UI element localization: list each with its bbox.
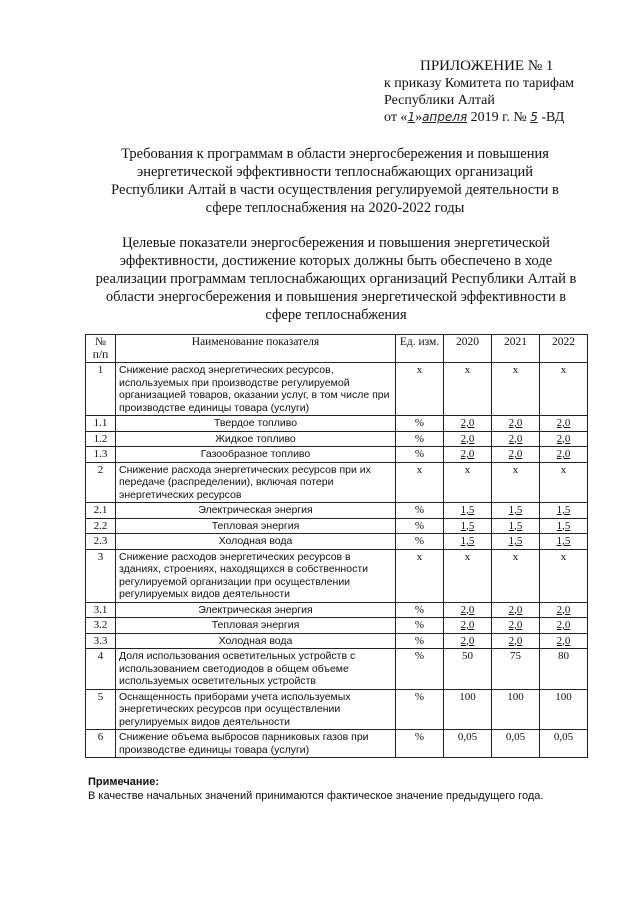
appendix-line-1: к приказу Комитета по тарифам	[384, 76, 575, 91]
row-unit: %	[396, 618, 444, 634]
row-name: Тепловая энергия	[116, 618, 396, 634]
row-name: Электрическая энергия	[116, 602, 396, 618]
row-value-2022: 2,0	[540, 633, 588, 649]
row-value-2022: х	[540, 363, 588, 416]
table-row	[86, 618, 588, 634]
row-value-2021: 1,5	[492, 518, 540, 534]
row-name: Холодная вода	[116, 534, 396, 550]
row-value-2022: 2,0	[540, 447, 588, 463]
row-value-2020: 50	[444, 649, 492, 690]
row-num: 1.1	[86, 416, 116, 432]
row-name: Снижение расход энергетических ресурсов, используемых при производстве регулируемой организацией товаров, оказании услуг, в том числе при производстве единицы товара (услуги)	[116, 363, 396, 416]
row-value-2021: 2,0	[492, 431, 540, 447]
table-row	[86, 549, 588, 602]
row-value-2021: 2,0	[492, 602, 540, 618]
header-2020: 2020	[444, 335, 492, 363]
row-value-2020: 2,0	[444, 431, 492, 447]
document-subheading: Целевые показатели энергосбережения и повышения энергетической эффективности, достижение которых должны быть обеспечено в ходе реализации программам теплоснабжающих организаций Республики Алтай в области энергосбережения и повышения энергетической эффективности в сфере теплоснабжения	[95, 235, 577, 323]
row-value-2022: 80	[540, 649, 588, 690]
note-text: В качестве начальных значений принимаются фактическое значение предыдущего года.	[88, 790, 544, 802]
header-unit: Ед. изм.	[396, 335, 444, 363]
row-name: Тепловая энергия	[116, 518, 396, 534]
row-value-2021: 2,0	[492, 447, 540, 463]
row-value-2020: 2,0	[444, 618, 492, 634]
row-value-2021: 2,0	[492, 618, 540, 634]
row-name: Газообразное топливо	[116, 447, 396, 463]
header-num: № п/п	[86, 335, 116, 363]
row-value-2022: 0,05	[540, 730, 588, 758]
row-num: 3.2	[86, 618, 116, 634]
row-value-2020: 1,5	[444, 534, 492, 550]
handwritten-month: апреля	[422, 110, 468, 124]
row-unit: %	[396, 416, 444, 432]
row-name: Снижение расхода энергетических ресурсов при их передаче (распределении), включая потери энергетических ресурсов	[116, 462, 396, 503]
date-mid: »	[415, 110, 423, 125]
row-num: 2.2	[86, 518, 116, 534]
row-value-2022: 100	[540, 689, 588, 730]
row-value-2021: 1,5	[492, 503, 540, 519]
row-unit: %	[396, 602, 444, 618]
row-unit: %	[396, 447, 444, 463]
row-value-2022: х	[540, 462, 588, 503]
row-name: Твердое топливо	[116, 416, 396, 432]
row-num: 1.2	[86, 431, 116, 447]
row-name: Холодная вода	[116, 633, 396, 649]
row-unit: х	[396, 549, 444, 602]
row-unit: %	[396, 633, 444, 649]
row-num: 2.3	[86, 534, 116, 550]
row-name: Снижение объема выбросов парниковых газов при производстве единицы товара (услуги)	[116, 730, 396, 758]
table-row	[86, 730, 588, 758]
row-value-2021: 75	[492, 649, 540, 690]
row-name: Доля использования осветительных устройств с использованием светодиодов в общем объеме используемых осветительных устройств	[116, 649, 396, 690]
table-row	[86, 633, 588, 649]
row-name: Снижение расходов энергетических ресурсов в зданиях, строениях, находящихся в собственности регулируемой организации при осуществлении регулируемых видов деятельности	[116, 549, 396, 602]
row-unit: %	[396, 649, 444, 690]
row-name: Электрическая энергия	[116, 503, 396, 519]
row-value-2022: 1,5	[540, 503, 588, 519]
table-row	[86, 363, 588, 416]
row-value-2020: 2,0	[444, 602, 492, 618]
row-unit: %	[396, 503, 444, 519]
row-num: 2.1	[86, 503, 116, 519]
header-2022: 2022	[540, 335, 588, 363]
row-value-2020: 100	[444, 689, 492, 730]
date-year: 2019 г. №	[467, 110, 531, 125]
header-2021: 2021	[492, 335, 540, 363]
row-unit: х	[396, 363, 444, 416]
note-label: Примечание:	[88, 776, 160, 788]
table-header-row	[86, 335, 588, 363]
table-row	[86, 416, 588, 432]
header-name: Наименование показателя	[116, 335, 396, 363]
row-value-2022: х	[540, 549, 588, 602]
appendix-title: ПРИЛОЖЕНИЕ № 1	[420, 58, 554, 74]
row-value-2022: 1,5	[540, 534, 588, 550]
row-num: 4	[86, 649, 116, 690]
row-value-2020: х	[444, 462, 492, 503]
row-value-2021: х	[492, 462, 540, 503]
document-heading: Требования к программам в области энергосбережения и повышения энергетической эффективности теплоснабжающих организаций Республики Алтай в части осуществления регулируемой деятельности в сфере теплоснабжения на 2020-2022 годы	[111, 146, 559, 216]
row-num: 3.3	[86, 633, 116, 649]
row-num: 3	[86, 549, 116, 602]
row-unit: %	[396, 431, 444, 447]
row-unit: %	[396, 518, 444, 534]
row-value-2020: 1,5	[444, 518, 492, 534]
row-value-2021: 2,0	[492, 633, 540, 649]
row-value-2020: 2,0	[444, 416, 492, 432]
table-row	[86, 447, 588, 463]
handwritten-number: 5	[530, 110, 538, 124]
row-num: 1.3	[86, 447, 116, 463]
table-row	[86, 689, 588, 730]
table-row	[86, 462, 588, 503]
row-value-2020: 1,5	[444, 503, 492, 519]
row-name: Оснащенность приборами учета используемых энергетических ресурсов при осуществлении регулируемых видов деятельности	[116, 689, 396, 730]
table-row	[86, 518, 588, 534]
row-value-2021: 2,0	[492, 416, 540, 432]
table-row	[86, 503, 588, 519]
row-value-2021: х	[492, 363, 540, 416]
appendix-block	[384, 58, 624, 126]
row-value-2022: 2,0	[540, 416, 588, 432]
table-row	[86, 534, 588, 550]
row-value-2022: 1,5	[540, 518, 588, 534]
row-value-2022: 2,0	[540, 618, 588, 634]
row-value-2021: 100	[492, 689, 540, 730]
appendix-date-line	[384, 109, 624, 126]
row-value-2020: 0,05	[444, 730, 492, 758]
row-num: 1	[86, 363, 116, 416]
row-value-2020: х	[444, 549, 492, 602]
row-num: 2	[86, 462, 116, 503]
handwritten-day: 1	[407, 110, 416, 124]
row-unit: %	[396, 534, 444, 550]
appendix-line-2: Республики Алтай	[384, 93, 495, 108]
note-block	[88, 775, 608, 803]
row-value-2020: 2,0	[444, 447, 492, 463]
row-unit: %	[396, 689, 444, 730]
row-value-2020: х	[444, 363, 492, 416]
table-row	[86, 431, 588, 447]
row-num: 5	[86, 689, 116, 730]
table-row	[86, 649, 588, 690]
row-name: Жидкое топливо	[116, 431, 396, 447]
table-row	[86, 602, 588, 618]
row-unit: х	[396, 462, 444, 503]
row-unit: %	[396, 730, 444, 758]
row-value-2021: х	[492, 549, 540, 602]
indicators-table	[85, 334, 588, 758]
row-value-2022: 2,0	[540, 602, 588, 618]
row-value-2021: 1,5	[492, 534, 540, 550]
row-num: 6	[86, 730, 116, 758]
row-value-2020: 2,0	[444, 633, 492, 649]
row-value-2021: 0,05	[492, 730, 540, 758]
date-suffix: -ВД	[537, 110, 565, 125]
row-value-2022: 2,0	[540, 431, 588, 447]
date-prefix: от «	[384, 110, 408, 125]
row-num: 3.1	[86, 602, 116, 618]
